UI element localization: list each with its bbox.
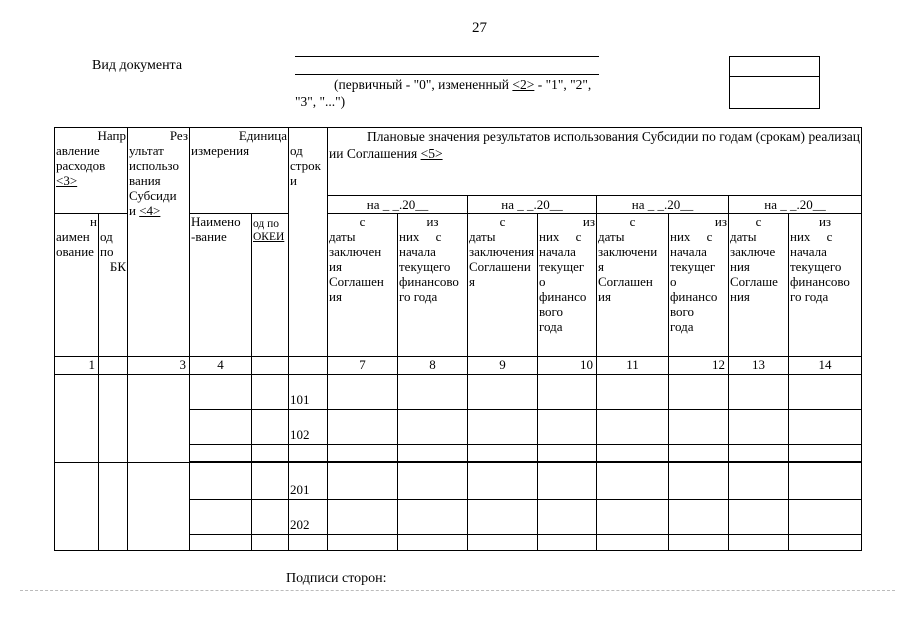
subheader-since-signing-2: с даты заключения Соглашения [468,214,538,357]
header-planned-values: Плановые значения результатов использования Субсидии по годам (срокам) реализации Соглашения <5> [328,128,862,196]
table-cell [128,463,190,551]
table-cell [398,445,468,462]
colnum-3: 3 [128,357,190,375]
subheader-since-year-1: из них с начала текущего финансово го года [398,214,468,357]
table-cell [538,535,597,551]
colnum-empty [252,357,289,375]
table-cell [597,463,669,500]
colnum-empty [289,357,328,375]
period-2: на _ _.20__ [468,196,597,214]
table-cell [398,375,468,410]
table-cell [538,500,597,535]
period-4: на _ _.20__ [729,196,862,214]
table-cell [252,410,289,445]
table-cell [669,410,729,445]
subheader-since-year-2: из них с начала текущег о финансо вого года [538,214,597,357]
document-type-line-1 [295,56,599,57]
row-code-202: 202 [289,500,328,535]
table-cell [538,375,597,410]
subheader-unit-name: Наимено -вание [190,214,252,357]
table-cell [328,463,398,500]
table-cell [468,375,538,410]
column-numbers-row [55,357,862,375]
subheader-since-year-3: из них с начала текущег о финансо вого года [669,214,729,357]
table-cell [190,535,252,551]
colnum-8: 8 [398,357,468,375]
document-type-box [729,56,820,109]
table-cell [252,463,289,500]
table-cell [398,500,468,535]
subheader-kbk: од по БК [99,214,128,357]
table-cell [669,500,729,535]
row-code-201: 201 [289,463,328,500]
colnum-9: 9 [468,357,538,375]
table-cell [597,445,669,462]
colnum-11: 11 [597,357,669,375]
table-cell [328,410,398,445]
table-cell [190,375,252,410]
table-cell [190,445,252,462]
table-cell [597,375,669,410]
table-cell [289,445,328,462]
table-cell [468,463,538,500]
table-cell [398,535,468,551]
header-direction: Напр авление расходов <3> [55,128,128,214]
period-3: на _ _.20__ [597,196,729,214]
table-cell [468,410,538,445]
colnum-1: 1 [55,357,99,375]
table-cell [55,463,99,551]
table-cell [55,375,99,463]
table-cell [789,445,862,462]
header-code: од строк и [289,128,328,357]
colnum-14: 14 [789,357,862,375]
table-cell [538,410,597,445]
table-cell [729,445,789,462]
period-1: на _ _.20__ [328,196,468,214]
table-cell [289,535,328,551]
table-cell [789,410,862,445]
row-code-101: 101 [289,375,328,410]
table-cell [328,535,398,551]
table-cell [729,500,789,535]
table-cell [190,463,252,500]
scan-artifact-line [20,590,895,591]
document-type-hint: (первичный - "0", измененный <2> - "1", "2", "3", "...") [295,77,592,109]
row-code-102: 102 [289,410,328,445]
table-cell [190,500,252,535]
signatures-label: Подписи сторон: [286,571,387,586]
table-cell [252,500,289,535]
table-cell [468,535,538,551]
table-cell [328,375,398,410]
table-cell [729,463,789,500]
table-cell [99,375,128,463]
page-number: 27 [472,20,487,36]
subheader-since-year-4: из них с начала текущего финансово го года [789,214,862,357]
table-cell [597,500,669,535]
subheader-name: н аимен ование [55,214,99,357]
table-cell [99,463,128,551]
table-cell [669,445,729,462]
header-result: Рез ультат использо вания Субсиди и <4> [128,128,190,357]
document-type-line-2 [295,74,599,75]
colnum-12: 12 [669,357,729,375]
table-cell [729,410,789,445]
table-row [55,375,862,410]
colnum-empty [99,357,128,375]
table-cell [328,445,398,462]
table-cell [729,375,789,410]
table-cell [538,463,597,500]
header-row-1 [55,128,862,196]
results-table [54,127,862,551]
subheader-since-signing-3: с даты заключени я Соглашен ия [597,214,669,357]
colnum-7: 7 [328,357,398,375]
table-cell [789,375,862,410]
table-cell [398,463,468,500]
header-unit: Единица измерения [190,128,289,214]
table-cell [669,463,729,500]
table-cell [252,375,289,410]
table-cell [669,375,729,410]
table-cell [252,535,289,551]
table-cell [597,410,669,445]
subheader-since-signing-1: с даты заключен ия Соглашен ия [328,214,398,357]
table-cell [789,535,862,551]
table-cell [468,445,538,462]
subheader-since-signing-4: с даты заключе ния Соглаше ния [729,214,789,357]
table-cell [538,445,597,462]
table-cell [468,500,538,535]
table-cell [252,445,289,462]
table-cell [190,410,252,445]
table-cell [328,500,398,535]
table-cell [128,375,190,463]
table-cell [669,535,729,551]
subheader-okei: од по ОКЕИ [252,214,289,357]
table-cell [597,535,669,551]
document-type-label: Вид документа [92,58,183,73]
table-cell [789,500,862,535]
colnum-10: 10 [538,357,597,375]
table-cell [398,410,468,445]
colnum-13: 13 [729,357,789,375]
table-cell [729,535,789,551]
table-row [55,463,862,500]
colnum-4: 4 [190,357,252,375]
table-cell [789,463,862,500]
